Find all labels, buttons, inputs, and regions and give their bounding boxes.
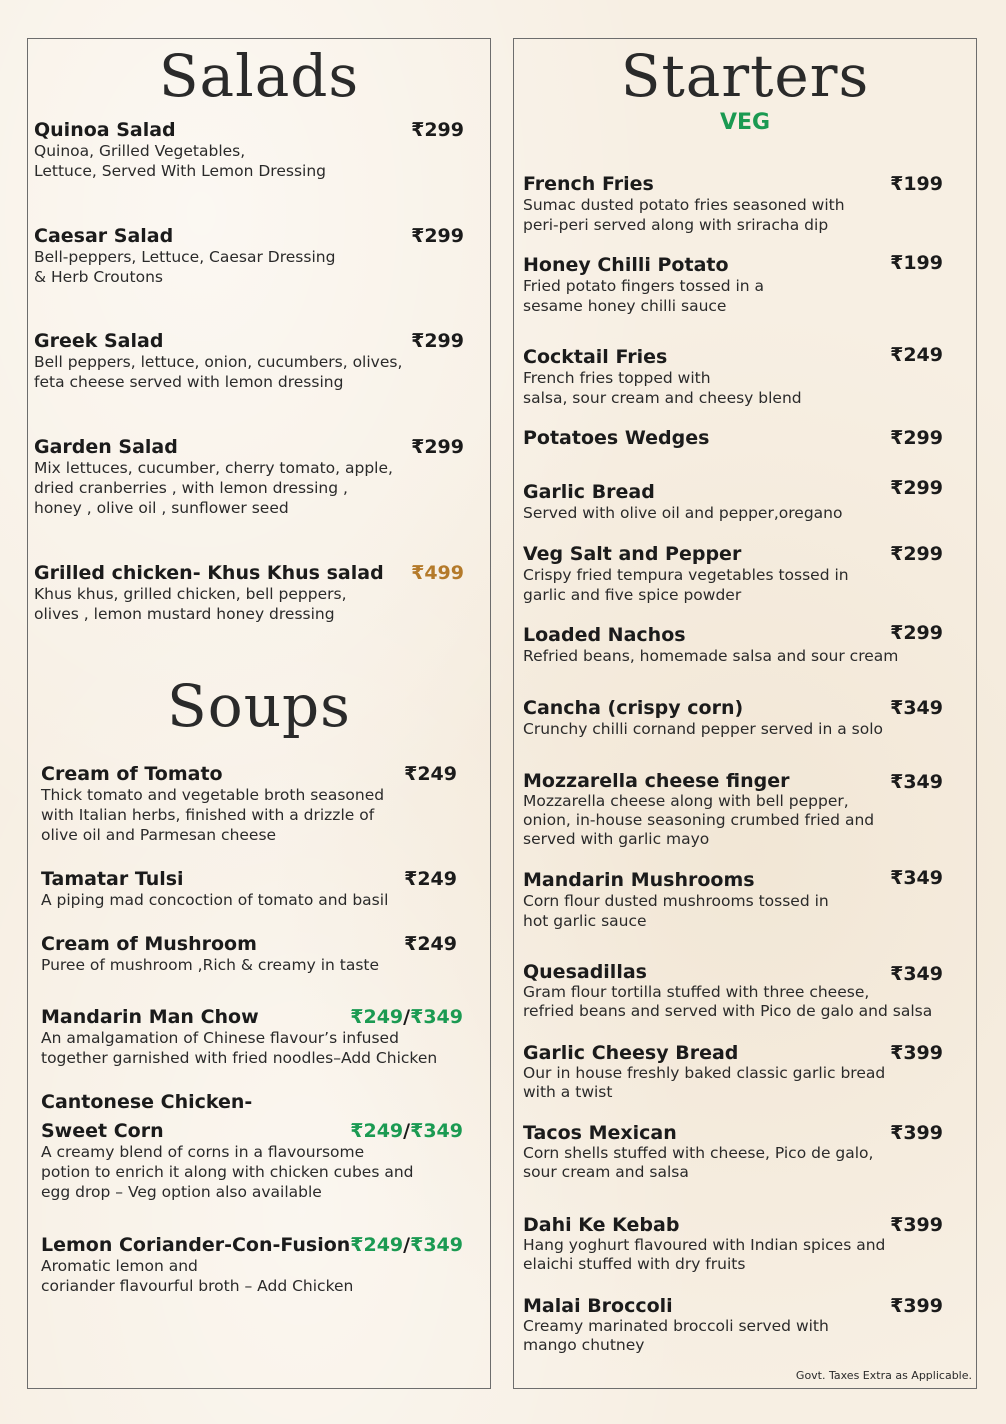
item-name: Tamatar Tulsi [41,868,184,890]
veg-price: ₹249 [350,1120,404,1142]
item-description: An amalgamation of Chinese flavour’s infused [41,1029,399,1047]
item-name: Quinoa Salad [34,119,176,141]
left-menu-panel [27,38,491,1389]
item-description: with Italian herbs, finished with a drizzle of [41,806,375,824]
item-description: peri-peri served along with sriracha dip [523,216,829,234]
item-description: sesame honey chilli sauce [523,297,727,315]
menu-item-cocktail-fries [523,346,963,408]
item-description: Bell-peppers, Lettuce, Caesar Dressing [34,248,336,266]
item-description: Refried beans, homemade salsa and sour cream [523,647,899,665]
item-description: salsa, sour cream and cheesy blend [523,389,802,407]
item-description: Mix lettuces, cucumber, cherry tomato, apple, [34,459,393,477]
item-description: Sumac dusted potato fries seasoned with [523,196,845,214]
item-name: Dahi Ke Kebab [523,1214,680,1236]
item-name: Mandarin Mushrooms [523,869,755,891]
item-name: Garlic Bread [523,481,655,503]
non-veg-price: ₹349 [410,1120,463,1142]
item-price: ₹349 [890,963,943,985]
menu-item-honey-chilli-potato [523,254,963,316]
item-price-pair [350,1006,463,1028]
menu-item-tamatar-tulsi [41,868,481,910]
tax-note: Govt. Taxes Extra as Applicable. [795,1369,972,1382]
menu-item-quinoa-salad [34,119,474,181]
menu-item-mandarin-mushrooms [523,869,963,931]
item-description: served with garlic mayo [523,830,710,848]
item-price: ₹299 [890,477,943,499]
menu-item-greek-salad [34,330,474,392]
item-description: feta cheese served with lemon dressing [34,373,344,391]
menu-item-dahi-ke-kebab [523,1214,963,1274]
item-price: ₹349 [890,697,943,719]
menu-item-mandarin-man-chow [41,1006,481,1068]
item-description: together garnished with fried noodles–Add Chicken [41,1049,438,1067]
menu-item-garlic-cheesy-bread [523,1042,963,1102]
item-price: ₹199 [890,252,943,274]
item-price-pair [350,1234,463,1256]
non-veg-price: ₹349 [410,1006,463,1028]
item-description: egg drop – Veg option also available [41,1183,322,1201]
item-price: ₹249 [404,868,457,890]
item-name: Honey Chilli Potato [523,254,729,276]
item-name: Sweet Corn [41,1120,164,1142]
item-price: ₹249 [404,763,457,785]
item-price: ₹299 [890,543,943,565]
item-description: A piping mad concoction of tomato and basil [41,891,389,909]
menu-item-french-fries [523,173,963,235]
item-price: ₹249 [890,344,943,366]
item-description: olive oil and Parmesan cheese [41,826,277,844]
item-description: sour cream and salsa [523,1163,689,1181]
item-price-pair [350,1120,463,1142]
item-name: Tacos Mexican [523,1122,677,1144]
item-price: ₹399 [890,1122,943,1144]
item-name: Lemon Coriander-Con-Fusion [41,1234,351,1256]
starters-heading: Starters [620,42,870,110]
item-name: Cream of Mushroom [41,933,257,955]
item-name: Greek Salad [34,330,164,352]
item-description: coriander flavourful broth – Add Chicken [41,1277,354,1295]
veg-subheading: VEG [719,110,771,135]
menu-item-potatoes-wedges [523,427,963,449]
item-description: Lettuce, Served With Lemon Dressing [34,162,326,180]
item-description: potion to enrich it along with chicken cubes and [41,1163,414,1181]
item-description: Served with olive oil and pepper,oregano [523,504,843,522]
menu-item-mozzarella-cheese-finger [523,770,963,849]
item-price: ₹499 [411,562,464,584]
menu-item-malai-broccoli [523,1295,963,1355]
non-veg-price: ₹349 [410,1234,463,1256]
price-separator: / [403,1234,411,1256]
item-name: Potatoes Wedges [523,427,710,449]
item-description: honey , olive oil , sunflower seed [34,499,289,517]
menu-item-cream-of-mushroom [41,933,481,975]
item-description: garlic and five spice powder [523,586,742,604]
item-description: Puree of mushroom ,Rich & creamy in taste [41,956,380,974]
item-description: Thick tomato and vegetable broth seasoned [41,786,385,804]
item-description: mango chutney [523,1336,645,1354]
menu-item-cantonese-chicken-sweet-corn [41,1091,481,1202]
item-price: ₹349 [890,771,943,793]
item-description: onion, in-house seasoning crumbed fried and [523,811,875,829]
item-price: ₹299 [890,427,943,449]
menu-item-cancha-crispy-corn [523,697,963,739]
menu-item-veg-salt-and-pepper [523,543,963,605]
item-price: ₹249 [404,933,457,955]
item-description: Hang yoghurt flavoured with Indian spices and [523,1236,886,1254]
item-description: hot garlic sauce [523,912,647,930]
menu-item-caesar-salad [34,225,474,287]
item-name: Garlic Cheesy Bread [523,1042,739,1064]
menu-item-grilled-chicken-khus-khus-salad [34,562,474,624]
item-description: & Herb Croutons [34,268,163,286]
veg-price: ₹249 [350,1234,404,1256]
item-description: French fries topped with [523,369,711,387]
item-name: Quesadillas [523,961,647,983]
menu-item-cream-of-tomato [41,763,481,845]
item-price: ₹399 [890,1295,943,1317]
item-price: ₹349 [890,867,943,889]
item-description: Corn shells stuffed with cheese, Pico de galo, [523,1144,874,1162]
item-description: Bell peppers, lettuce, onion, cucumbers, olives, [34,353,403,371]
item-name: Loaded Nachos [523,624,686,646]
right-menu-panel [513,38,977,1389]
item-price: ₹399 [890,1042,943,1064]
menu-item-lemon-coriander-con-fusion [41,1234,481,1296]
item-description: dried cranberries , with lemon dressing , [34,479,348,497]
item-description: Corn flour dusted mushrooms tossed in [523,892,829,910]
price-separator: / [403,1006,411,1028]
item-description: Our in house freshly baked classic garlic bread [523,1064,886,1082]
item-name: Cream of Tomato [41,763,223,785]
item-name: Mandarin Man Chow [41,1006,259,1028]
item-name: Garden Salad [34,436,178,458]
item-name: Veg Salt and Pepper [523,543,742,565]
item-description: Crispy fried tempura vegetables tossed in [523,566,849,584]
item-name: Cantonese Chicken- [41,1091,253,1113]
item-name: Malai Broccoli [523,1295,673,1317]
menu-item-loaded-nachos [523,624,963,666]
item-price: ₹299 [411,119,464,141]
item-price: ₹399 [890,1214,943,1236]
item-name: Caesar Salad [34,225,174,247]
item-price: ₹299 [411,225,464,247]
item-name: Grilled chicken- Khus Khus salad [34,562,384,584]
item-description: Fried potato fingers tossed in a [523,277,765,295]
item-price: ₹199 [890,173,943,195]
item-name: Cocktail Fries [523,346,668,368]
menu-item-garlic-bread [523,477,963,523]
item-description: Quinoa, Grilled Vegetables, [34,142,246,160]
menu-item-tacos-mexican [523,1122,963,1182]
item-description: Aromatic lemon and [41,1257,198,1275]
item-price: ₹299 [411,436,464,458]
item-name: French Fries [523,173,654,195]
item-description: Khus khus, grilled chicken, bell peppers, [34,585,347,603]
menu-item-quesadillas [523,961,963,1021]
menu-item-garden-salad [34,436,474,518]
soups-heading: Soups [167,672,351,740]
item-description: olives , lemon mustard honey dressing [34,605,335,623]
item-price: ₹299 [411,330,464,352]
item-description: Mozzarella cheese along with bell pepper, [523,792,849,810]
item-name: Cancha (crispy corn) [523,697,744,719]
item-name: Mozzarella cheese finger [523,770,790,792]
item-price: ₹299 [890,622,943,644]
item-description: refried beans and served with Pico de galo and salsa [523,1002,933,1020]
veg-price: ₹249 [350,1006,404,1028]
item-description: A creamy blend of corns in a flavoursome [41,1143,365,1161]
item-description: with a twist [523,1083,613,1101]
item-description: Gram flour tortilla stuffed with three cheese, [523,983,870,1001]
price-separator: / [403,1120,411,1142]
item-description: elaichi stuffed with dry fruits [523,1255,746,1273]
salads-heading: Salads [158,42,360,110]
item-description: Crunchy chilli cornand pepper served in a solo [523,720,883,738]
item-description: Creamy marinated broccoli served with [523,1317,829,1335]
